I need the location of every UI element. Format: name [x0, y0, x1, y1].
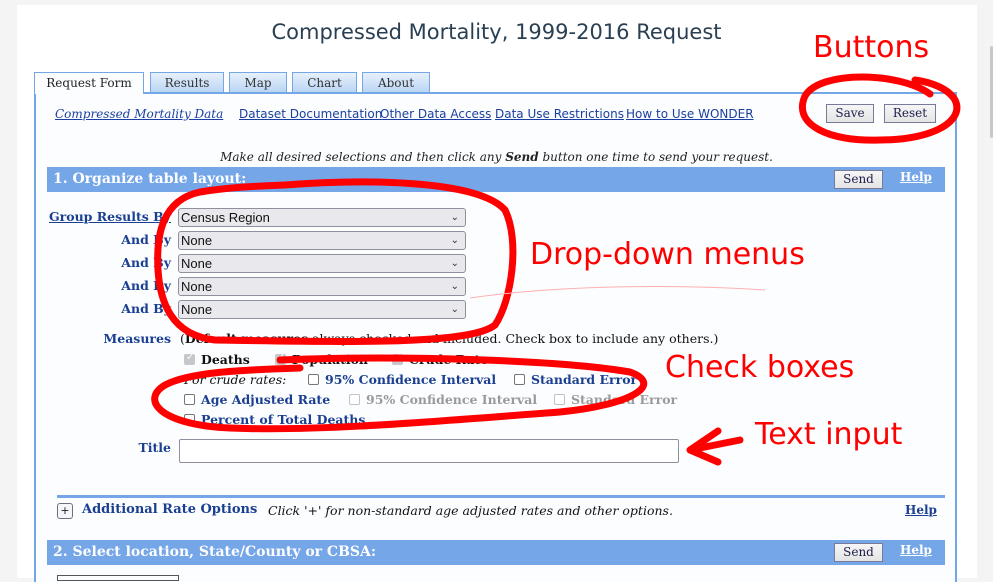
- annotation-dropdowns: Drop-down menus: [530, 237, 805, 272]
- section-2-send-button[interactable]: Send: [834, 543, 883, 562]
- section-2-title: 2. Select location, State/County or CBSA:: [53, 544, 377, 560]
- chevron-down-icon: ⌄: [450, 258, 459, 269]
- measures-label: Measures: [103, 331, 171, 346]
- section-2-header: [47, 540, 945, 565]
- age-adjusted-rate-checkbox[interactable]: [184, 394, 195, 405]
- age-ci-label: 95% Confidence Interval: [366, 392, 538, 407]
- crude-ci-label: 95% Confidence Interval: [325, 372, 497, 387]
- crude-ci-checkbox[interactable]: [308, 374, 319, 385]
- crude-rate-label: Crude Rate: [409, 352, 489, 367]
- deaths-label: Deaths: [201, 352, 250, 367]
- additional-rate-note: Click '+' for non-standard age adjusted rates and other options.: [268, 503, 673, 518]
- link-data-use-restrictions[interactable]: Data Use Restrictions: [495, 107, 624, 121]
- section-1-send-button[interactable]: Send: [834, 170, 883, 189]
- group-results-by-label[interactable]: Group Results By: [49, 209, 171, 224]
- additional-rates-help-link[interactable]: Help: [905, 503, 937, 517]
- title-field-label: Title: [138, 440, 171, 455]
- chevron-down-icon: ⌄: [450, 235, 459, 246]
- section-1-title: 1. Organize table layout:: [53, 171, 247, 187]
- and-by-label-2: And By: [121, 255, 171, 270]
- group-results-by-select[interactable]: Census Region ⌄: [178, 208, 466, 227]
- annotation-buttons: Buttons: [813, 30, 930, 65]
- deaths-checkbox[interactable]: [184, 354, 195, 365]
- chevron-down-icon: ⌄: [450, 281, 459, 292]
- and-by-select-2[interactable]: None ⌄: [178, 254, 466, 273]
- link-dataset-documentation[interactable]: Dataset Documentation: [239, 107, 383, 121]
- crude-se-checkbox[interactable]: [514, 374, 525, 385]
- and-by-select-4[interactable]: None ⌄: [178, 300, 466, 319]
- age-adjusted-rate-label: Age Adjusted Rate: [201, 392, 331, 407]
- section-2-help-link[interactable]: Help: [900, 543, 932, 557]
- instruction-text: Make all desired selections and then click any Send button one time to send your request.: [220, 150, 773, 164]
- location-select-top[interactable]: [57, 575, 179, 581]
- tab-about[interactable]: About: [362, 72, 430, 93]
- tab-results[interactable]: Results: [150, 72, 224, 93]
- crude-rates-label: For crude rates:: [184, 372, 287, 387]
- expand-additional-rates-button[interactable]: +: [57, 503, 73, 519]
- section-1-help-link[interactable]: Help: [900, 170, 932, 184]
- tab-chart[interactable]: Chart: [292, 72, 357, 93]
- link-how-to-use-wonder[interactable]: How to Use WONDER: [626, 107, 754, 121]
- population-checkbox[interactable]: [275, 354, 286, 365]
- percent-total-deaths-checkbox[interactable]: [184, 414, 195, 425]
- title-input[interactable]: [179, 439, 679, 463]
- crude-se-label: Standard Error: [531, 372, 638, 387]
- page-title: Compressed Mortality, 1999-2016 Request: [271, 20, 722, 44]
- tab-map[interactable]: Map: [229, 72, 287, 93]
- annotation-text-input: Text input: [755, 417, 903, 452]
- section-1-header: [47, 167, 945, 192]
- and-by-label-4: And By: [121, 301, 171, 316]
- and-by-label-1: And By: [121, 232, 171, 247]
- crude-rate-checkbox[interactable]: [392, 354, 403, 365]
- population-label: Population: [292, 352, 369, 367]
- chevron-down-icon: ⌄: [450, 304, 459, 315]
- link-compressed-mortality-data[interactable]: Compressed Mortality Data: [55, 107, 224, 121]
- section-divider: [57, 495, 945, 498]
- age-ci-checkbox[interactable]: [349, 394, 360, 405]
- additional-rate-options-label: Additional Rate Options: [82, 502, 258, 517]
- and-by-select-3[interactable]: None ⌄: [178, 277, 466, 296]
- reset-button[interactable]: Reset: [884, 104, 936, 123]
- age-se-label: Standard Error: [571, 392, 678, 407]
- percent-total-deaths-label: Percent of Total Deaths: [201, 412, 366, 427]
- measures-note: (Default measures always checked and included. Check box to include any others.): [180, 331, 719, 346]
- chevron-down-icon: ⌄: [450, 212, 459, 223]
- and-by-select-1[interactable]: None ⌄: [178, 231, 466, 250]
- link-other-data-access[interactable]: Other Data Access: [380, 107, 492, 121]
- annotation-checkboxes: Check boxes: [665, 350, 855, 385]
- and-by-label-3: And By: [121, 278, 171, 293]
- tab-request-form[interactable]: Request Form: [34, 72, 144, 94]
- age-se-checkbox[interactable]: [554, 394, 565, 405]
- save-button[interactable]: Save: [826, 104, 874, 123]
